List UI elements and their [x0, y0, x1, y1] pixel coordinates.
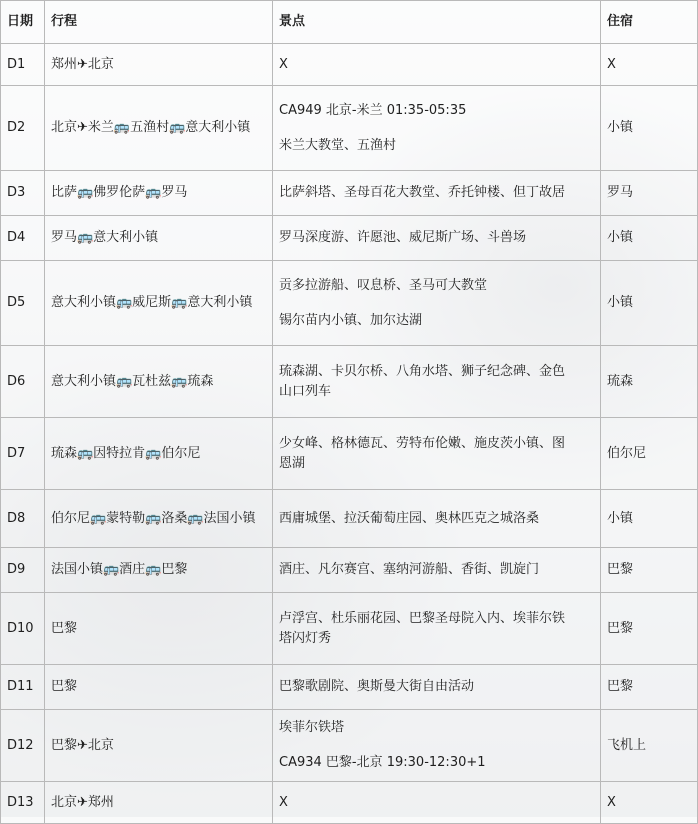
sights-line: 罗马深度游、许愿池、威尼斯广场、斗兽场: [279, 230, 527, 245]
lodging-cell: X: [601, 44, 698, 86]
lodging-cell: 小镇: [601, 86, 698, 171]
sights-line: 巴黎歌剧院、奥斯曼大街自由活动: [279, 679, 475, 694]
route-cell: 意大利小镇🚌威尼斯🚌意大利小镇: [45, 261, 273, 346]
day-cell: D10: [1, 593, 45, 665]
sights-line: 贡多拉游船、叹息桥、圣马可大教堂: [279, 277, 488, 293]
route-cell: 北京✈郑州: [45, 782, 273, 824]
day-cell: D12: [1, 710, 45, 782]
route-cell: 巴黎: [45, 593, 273, 665]
sights-cell: [273, 490, 601, 548]
lodging-cell: 巴黎: [601, 593, 698, 665]
sights-cell: [273, 782, 601, 824]
route-cell: 巴黎: [45, 665, 273, 710]
lodging-cell: 小镇: [601, 261, 698, 346]
header-day: 日期: [1, 1, 45, 44]
sights-cell: [273, 593, 601, 665]
table-row: [1, 665, 698, 710]
sights-cell: [273, 548, 601, 593]
sights-cell: [273, 346, 601, 418]
header-route: 行程: [45, 1, 273, 44]
day-cell: D9: [1, 548, 45, 593]
sights-line: 埃菲尔铁塔: [279, 720, 345, 735]
table-row: [1, 593, 698, 665]
table-row: [1, 346, 698, 418]
route-cell: 巴黎✈北京: [45, 710, 273, 782]
day-cell: D7: [1, 418, 45, 490]
lodging-cell: 小镇: [601, 216, 698, 261]
sights-line: 山口列车: [279, 383, 332, 399]
sights-cell: [273, 44, 601, 86]
sights-line: 西庸城堡、拉沃葡萄庄园、奥林匹克之城洛桑: [279, 510, 540, 526]
route-cell: 法国小镇🚌酒庄🚌巴黎: [45, 548, 273, 593]
sights-line: 卢浮宫、杜乐丽花园、巴黎圣母院入内、埃菲尔铁: [279, 610, 566, 626]
table-row: [1, 782, 698, 824]
table-row: [1, 490, 698, 548]
sights-line: 恩湖: [279, 455, 306, 471]
sights-cell: [273, 261, 601, 346]
route-cell: 郑州✈北京: [45, 44, 273, 86]
table-row: [1, 216, 698, 261]
sights-line: 米兰大教堂、五渔村: [279, 137, 397, 153]
day-cell: D5: [1, 261, 45, 346]
sights-cell: [273, 418, 601, 490]
route-cell: 比萨🚌佛罗伦萨🚌罗马: [45, 171, 273, 216]
sights-line: 比萨斜塔、圣母百花大教堂、乔托钟楼、但丁故居: [279, 185, 566, 200]
lodging-cell: 飞机上: [601, 710, 698, 782]
day-cell: D13: [1, 782, 45, 824]
day-cell: D2: [1, 86, 45, 171]
lodging-cell: 巴黎: [601, 665, 698, 710]
sights-cell: [273, 710, 601, 782]
sights-line: X: [279, 794, 288, 810]
lodging-cell: 巴黎: [601, 548, 698, 593]
day-cell: D8: [1, 490, 45, 548]
table-row: [1, 44, 698, 86]
header-sights: 景点: [273, 1, 601, 44]
lodging-cell: X: [601, 782, 698, 824]
day-cell: D4: [1, 216, 45, 261]
table-row: [1, 548, 698, 593]
sights-line: X: [279, 56, 288, 72]
sights-line: 酒庄、凡尔赛宫、塞纳河游船、香街、凯旋门: [279, 562, 540, 577]
table-row: [1, 171, 698, 216]
route-cell: 意大利小镇🚌瓦杜兹🚌琉森: [45, 346, 273, 418]
lodging-cell: 罗马: [601, 171, 698, 216]
day-cell: D11: [1, 665, 45, 710]
header-lodging: 住宿: [601, 1, 698, 44]
sights-line: 塔闪灯秀: [279, 630, 332, 646]
table-row: [1, 261, 698, 346]
lodging-cell: 伯尔尼: [601, 418, 698, 490]
sights-line: CA949 北京-米兰 01:35-05:35: [279, 102, 467, 118]
route-cell: 伯尔尼🚌蒙特勒🚌洛桑🚌法国小镇: [45, 490, 273, 548]
sights-line: 锡尔苗内小镇、加尔达湖: [279, 312, 423, 328]
sights-cell: [273, 171, 601, 216]
sights-line: CA934 巴黎-北京 19:30-12:30+1: [279, 755, 486, 770]
day-cell: D3: [1, 171, 45, 216]
table-row: [1, 418, 698, 490]
sights-line: 少女峰、格林德瓦、劳特布伦嫩、施皮茨小镇、图: [279, 435, 566, 451]
lodging-cell: 琉森: [601, 346, 698, 418]
header-row: [1, 1, 698, 44]
route-cell: 琉森🚌因特拉肯🚌伯尔尼: [45, 418, 273, 490]
sights-cell: [273, 216, 601, 261]
sights-cell: [273, 86, 601, 171]
sights-cell: [273, 665, 601, 710]
route-cell: 罗马🚌意大利小镇: [45, 216, 273, 261]
table-row: [1, 86, 698, 171]
lodging-cell: 小镇: [601, 490, 698, 548]
day-cell: D1: [1, 44, 45, 86]
table-row: [1, 710, 698, 782]
itinerary-body: [1, 44, 698, 824]
sights-line: 琉森湖、卡贝尔桥、八角水塔、狮子纪念碑、金色: [279, 363, 566, 379]
route-cell: 北京✈米兰🚌五渔村🚌意大利小镇: [45, 86, 273, 171]
day-cell: D6: [1, 346, 45, 418]
